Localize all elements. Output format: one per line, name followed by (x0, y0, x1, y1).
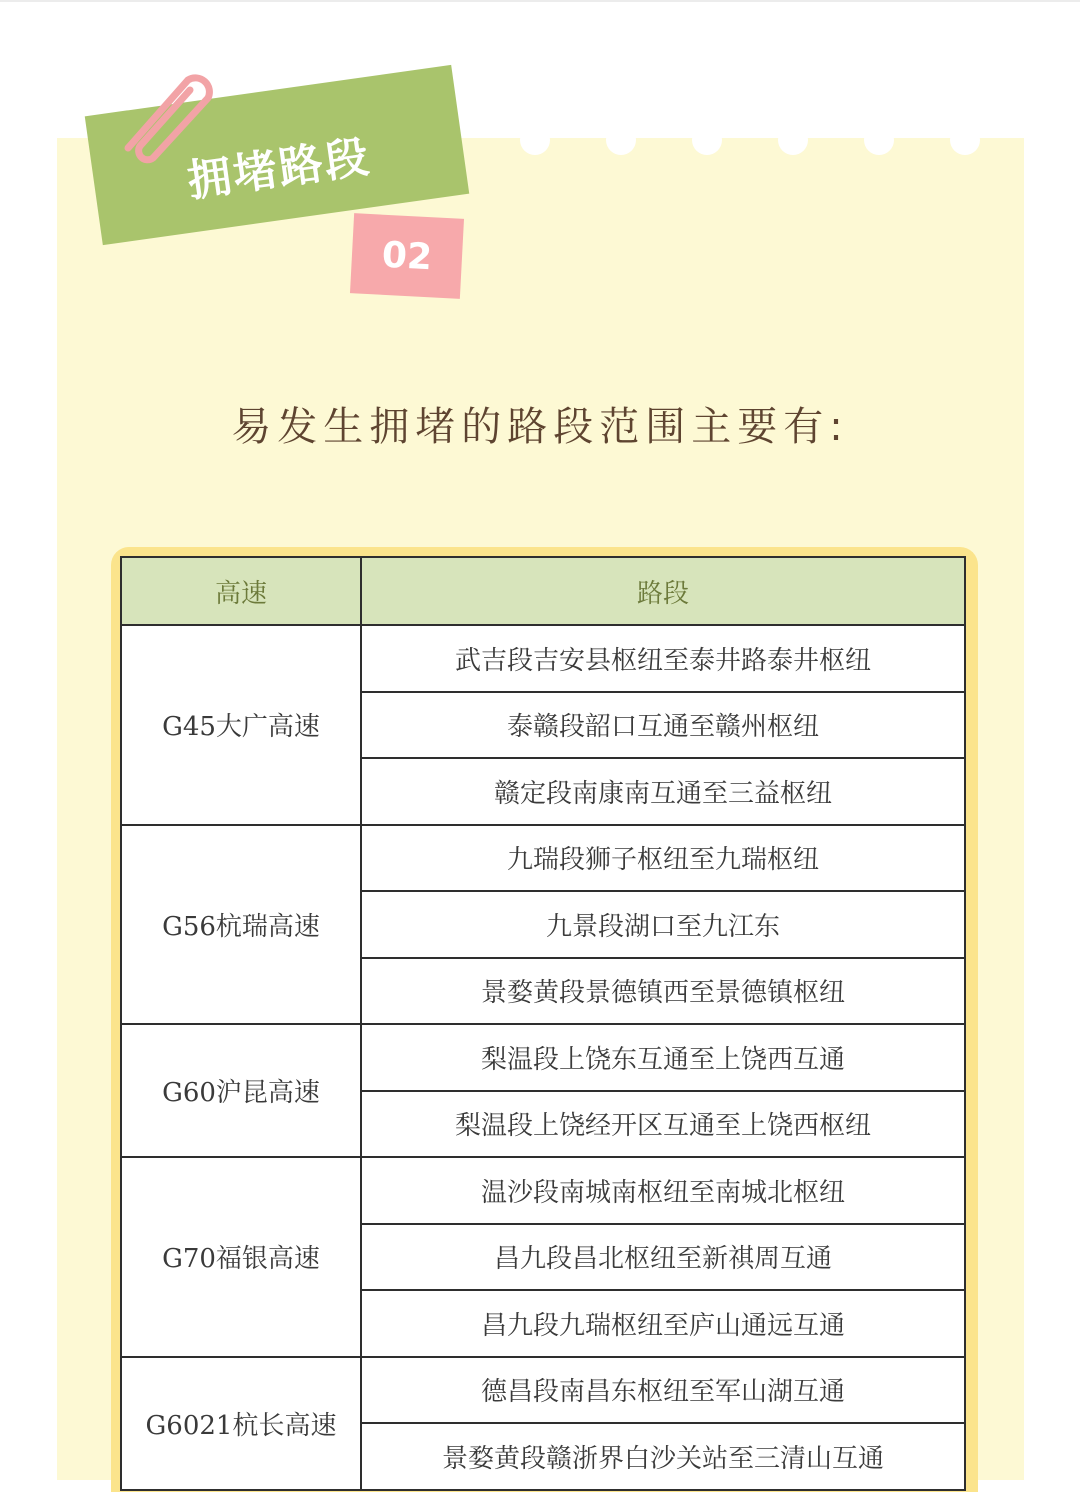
highway-cell: G6021杭长高速 (121, 1357, 361, 1490)
column-header-highway: 高速 (121, 557, 361, 625)
segment-cell: 梨温段上饶东互通至上饶西互通 (361, 1024, 965, 1091)
highway-cell: G60沪昆高速 (121, 1024, 361, 1157)
section-number-tag (350, 213, 464, 299)
card-scallop (692, 125, 722, 155)
congestion-table (120, 556, 966, 1491)
intro-text: 易发生拥堵的路段范围主要有: (231, 404, 849, 450)
top-divider (0, 0, 1080, 2)
table-row (121, 1157, 965, 1224)
segment-cell: 九瑞段狮子枢纽至九瑞枢纽 (361, 825, 965, 892)
card-scallop (778, 125, 808, 155)
table-row (121, 825, 965, 892)
card-scallop (606, 125, 636, 155)
segment-cell: 德昌段南昌东枢纽至军山湖互通 (361, 1357, 965, 1424)
paperclip-icon (108, 58, 218, 168)
card-scallop (864, 125, 894, 155)
card-scallop (520, 125, 550, 155)
highway-cell: G56杭瑞高速 (121, 825, 361, 1025)
segment-cell: 昌九段九瑞枢纽至庐山通远互通 (361, 1290, 965, 1357)
segment-cell: 温沙段南城南枢纽至南城北枢纽 (361, 1157, 965, 1224)
highway-cell: G45大广高速 (121, 625, 361, 825)
segment-cell: 梨温段上饶经开区互通至上饶西枢纽 (361, 1091, 965, 1158)
segment-cell: 九景段湖口至九江东 (361, 891, 965, 958)
segment-cell: 昌九段昌北枢纽至新祺周互通 (361, 1224, 965, 1291)
segment-cell: 景婺黄段景德镇西至景德镇枢纽 (361, 958, 965, 1025)
segment-cell: 泰赣段韶口互通至赣州枢纽 (361, 692, 965, 759)
table-row (121, 625, 965, 692)
segment-cell: 景婺黄段赣浙界白沙关站至三清山互通 (361, 1423, 965, 1490)
table-header-row (121, 557, 965, 625)
segment-cell: 赣定段南康南互通至三益枢纽 (361, 758, 965, 825)
table-row (121, 1024, 965, 1091)
table-frame (111, 547, 978, 1492)
section-number: 02 (380, 234, 434, 278)
table-row (121, 1357, 965, 1424)
section-title: 拥堵路段 (184, 131, 374, 208)
segment-cell: 武吉段吉安县枢纽至泰井路泰井枢纽 (361, 625, 965, 692)
column-header-segment: 路段 (361, 557, 965, 625)
highway-cell: G70福银高速 (121, 1157, 361, 1357)
card-scallop (950, 125, 980, 155)
